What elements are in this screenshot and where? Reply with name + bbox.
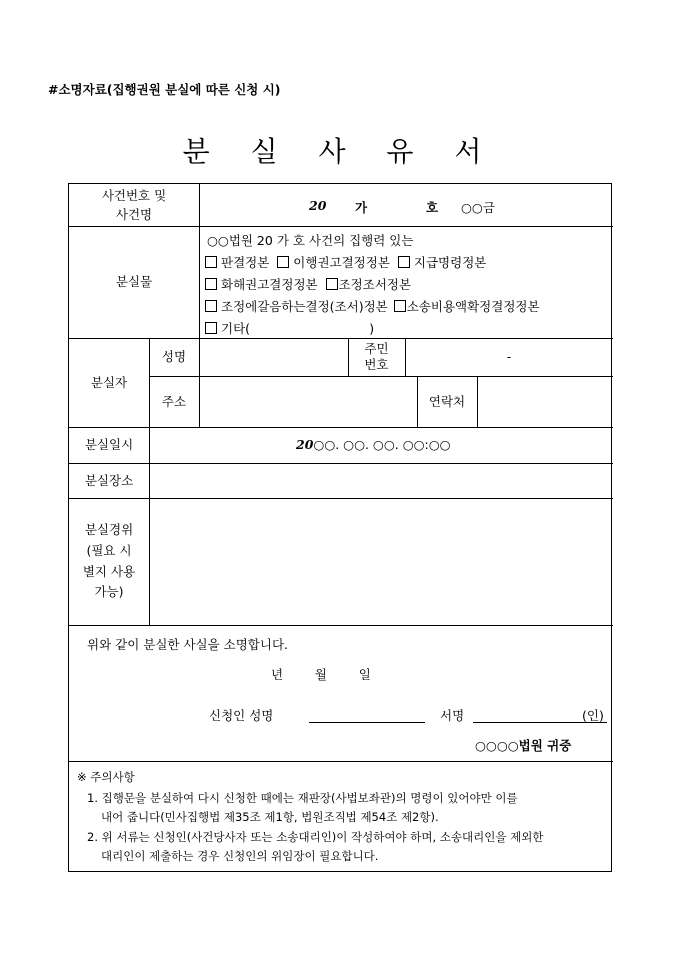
opt-mediation-decision-label: 조정에갈음하는결정(조서)정본 bbox=[221, 299, 388, 314]
lost-place-field[interactable] bbox=[150, 463, 613, 498]
note-1-cont: 내어 줍니다(민사집행법 제35조 제1항, 법원조직법 제54조 제2항). bbox=[101, 810, 439, 824]
checkbox-recommend[interactable] bbox=[277, 256, 289, 268]
checkbox-reconcile[interactable] bbox=[205, 278, 217, 290]
declaration-statement: 위와 같이 분실한 사실을 소명합니다. bbox=[87, 637, 288, 652]
checkbox-judgment[interactable] bbox=[205, 256, 217, 268]
opt-payorder-label: 지급명령정본 bbox=[413, 255, 487, 270]
checkbox-payorder[interactable] bbox=[398, 256, 410, 268]
document-title: 분 실 사 유 서 bbox=[182, 135, 498, 168]
case-year: 20 bbox=[309, 198, 327, 213]
case-name: ○○금 bbox=[461, 200, 495, 215]
loser-contact-label: 연락처 bbox=[428, 393, 466, 409]
lost-item-options-row1 bbox=[205, 253, 486, 271]
lost-date-label: 분실일시 bbox=[84, 437, 134, 453]
note-1: 1. 집행문을 분실하여 다시 신청한 때에는 재판장(사법보좌관)의 명령이 있어야만 이를 bbox=[87, 791, 518, 805]
loser-address-field[interactable] bbox=[200, 376, 417, 427]
court-addressee: ○○○○법원 귀중 bbox=[475, 738, 572, 753]
row-divider bbox=[69, 427, 613, 428]
checkbox-other[interactable] bbox=[205, 322, 217, 334]
col-divider bbox=[199, 184, 200, 338]
lost-item-options-row2 bbox=[205, 275, 411, 293]
loser-address-label: 주소 bbox=[161, 393, 187, 409]
loser-rrn-label: 주민 번호 bbox=[364, 340, 389, 372]
applicant-name-line[interactable] bbox=[309, 722, 425, 723]
opt-costs-label: 소송비용액확정결정정본 bbox=[406, 299, 540, 314]
checkbox-mediation-decision[interactable] bbox=[205, 300, 217, 312]
lost-place-label: 분실장소 bbox=[84, 472, 134, 488]
circumstances-label: 분실경위 (필요 시 별지 사용 가능) bbox=[82, 522, 136, 600]
circumstances-field[interactable] bbox=[150, 498, 613, 625]
opt-recommend-label: 이행권고결정정본 bbox=[293, 255, 390, 270]
opt-reconcile-label: 화해권고결정정본 bbox=[221, 277, 318, 292]
lost-item-line1: ○○법원 20 가 호 사건의 집행력 있는 bbox=[207, 233, 414, 248]
applicant-label: 신청인 성명 bbox=[209, 708, 274, 723]
case-ga: 가 bbox=[355, 200, 368, 215]
lost-date-prefix: 20 bbox=[296, 437, 314, 452]
seal-mark: (인) bbox=[582, 708, 604, 723]
loser-label: 분실자 bbox=[90, 374, 128, 390]
note-2: 2. 위 서류는 신청인(사건당사자 또는 소송대리인)이 작성하여야 하며, 소송대리인을 제외한 bbox=[87, 830, 544, 844]
header-note: #소명자료(집행권원 분실에 따른 신청 시) bbox=[48, 82, 281, 97]
case-label: 사건번호 및 사건명 bbox=[101, 187, 167, 222]
loser-name-field[interactable] bbox=[200, 338, 348, 376]
lost-date-field[interactable] bbox=[296, 437, 451, 452]
opt-other-label: 기타( ) bbox=[221, 321, 375, 336]
note-2-cont: 대리인이 제출하는 경우 신청인의 위임장이 필요합니다. bbox=[101, 849, 379, 863]
row-divider bbox=[69, 761, 613, 762]
checkbox-mediation-record[interactable] bbox=[326, 278, 338, 290]
opt-mediation-record-label: 조정조서정본 bbox=[338, 277, 412, 292]
lost-date-value: ○○. ○○. ○○. ○○:○○ bbox=[313, 437, 451, 452]
loser-name-label: 성명 bbox=[161, 349, 187, 365]
case-ho: 호 bbox=[426, 200, 439, 215]
lost-item-label: 분실물 bbox=[115, 274, 153, 290]
loser-contact-field[interactable] bbox=[477, 376, 613, 427]
lost-item-options-row4 bbox=[205, 319, 374, 337]
sign-label: 서명 bbox=[440, 708, 465, 723]
row-divider bbox=[69, 625, 613, 626]
declaration-date: 년 월 일 bbox=[271, 667, 371, 682]
form-table bbox=[68, 183, 612, 872]
checkbox-costs[interactable] bbox=[394, 300, 406, 312]
notes-heading: ※ 주의사항 bbox=[77, 770, 135, 784]
opt-judgment-label: 판결정본 bbox=[221, 255, 270, 270]
lost-item-options-row3 bbox=[205, 297, 540, 315]
loser-rrn-field[interactable]: - bbox=[506, 349, 512, 365]
